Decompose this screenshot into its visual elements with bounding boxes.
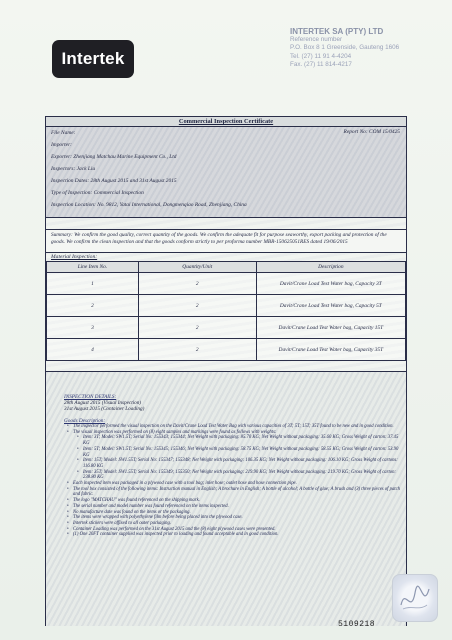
table-cell: 4: [47, 339, 139, 361]
material-table: [46, 261, 406, 361]
goods-item: • The visual inspection was performed on (8) eight samples and markings were found as follows with weights:: [73, 430, 405, 436]
table-row: [47, 317, 406, 339]
inspection-date-visual: 28th August 2015 (Visual Inspection): [64, 400, 142, 407]
serial-number: 5109218: [338, 620, 376, 629]
goods-sub-item: • Item: 15T; Model: SW1.55T; Serial No: 155347; 155348; Net Weight with packaging: 106.35 KG; Net Weight without packaging: 106.10 KG; Gross Weight of cartons: 116.80 KG: [73, 458, 405, 469]
table-cell: 2: [138, 317, 256, 339]
field-inspection-location: Inspection Location: No. 9812, Yatai International, Dongmenqiao Road, Zhenjiang, China: [51, 202, 247, 208]
certificate-title: Commercial Inspection Certificate: [46, 117, 406, 127]
stamp-line: INTERTEK SA (PTY) LTD: [290, 27, 384, 36]
inspection-date-loading: 31st August 2015 (Container Loading): [64, 406, 145, 413]
intertek-logo: [52, 40, 134, 78]
goods-item: • No manufacture date was found on the items or the packaging.: [73, 510, 405, 516]
signature-seal: [392, 574, 438, 622]
table-cell: Davit/Crane Load Test Water bag, Capacity 35T: [256, 339, 405, 361]
field-exporter: Exporter: Zhenjiang Matchau Marine Equipment Co., Ltd: [51, 154, 177, 160]
table-cell: 2: [138, 273, 256, 295]
goods-item: • Intertek stickers were affixed to all outer packaging.: [73, 521, 405, 527]
table-cell: Davit/Crane Load Test Water bag, Capacity 3T: [256, 273, 405, 295]
goods-item: • The items were wrapped with polyethylene film before being placed into the plywood case.: [73, 515, 405, 521]
goods-item: • (1) One 20FT container supplied was inspected prior to loading and found acceptable and in good condition.: [73, 532, 405, 538]
table-cell: 2: [47, 295, 139, 317]
table-cell: Davit/Crane Load Test Water bag, Capacity 15T: [256, 317, 405, 339]
logo-text: Intertek: [61, 49, 125, 68]
table-header-row: [47, 262, 406, 273]
report-number: Report No: COM 15/0425: [343, 129, 400, 135]
inspection-details-box: [46, 371, 406, 626]
material-inspection-label: Material Inspection:: [51, 254, 98, 260]
certificate-header-box: [46, 127, 406, 218]
table-cell: Davit/Crane Load Test Water bag, Capacity 5T: [256, 295, 405, 317]
table-cell: 2: [138, 295, 256, 317]
field-file-name: File Name:: [51, 130, 76, 136]
goods-item: • Container Loading was performed on the 31st August 2015 and the (8) eight plywood cases were presented.: [73, 527, 405, 533]
inspection-certificate: [45, 116, 407, 626]
goods-sub-item: • Item: 35T; Model: SW1.55T; Serial No: 155349; 155350; Net Weight with packaging: 219.90 KG; Net Weight without packaging: 219.70 KG; Gross Weight of carton: 238.80 KG: [73, 470, 405, 481]
field-inspection-type: Type of Inspection: Commercial Inspection: [51, 190, 144, 196]
goods-description-list: [66, 424, 405, 538]
table-cell: 1: [47, 273, 139, 295]
goods-item: • The tool box consisted of the following items: Instruction manual in English; A brochure in English; A bottle of alcohol; A bottle of glue; A brush and (3) three pieces of patch and fabric.: [73, 487, 405, 498]
column-header: Line Item No.: [47, 262, 139, 273]
stamp-line: P.O. Box 8 1 Greenside, Gauteng 1606: [290, 44, 400, 52]
summary-box: [46, 229, 406, 253]
signature-mark: [393, 575, 437, 621]
table-cell: 2: [138, 339, 256, 361]
stamp-line: Tel. (27) 11 91 4-4204: [290, 52, 352, 60]
field-inspectors: Inspectors: Jack Liu: [51, 166, 96, 172]
field-inspection-dates: Inspection Dates: 28th August 2015 and 31st August 2015: [51, 178, 177, 184]
table-row: [47, 339, 406, 361]
inspection-details-heading: INSPECTION DETAILS:: [64, 394, 117, 400]
goods-item: • The inspector performed the visual inspection on the Davit/Crane Load Test Water Bag with various capacities of 3T; 5T; 15T; 35T found to be new and in good condition.: [73, 424, 405, 430]
stamp-line: Reference number: [290, 36, 343, 44]
goods-sub-item: • Item: 3T; Model: SW1.5T; Serial No: 155343; 155344; Net Weight with packaging: 85.70 KG; Net Weight without packaging: 35.60 KG; Gross Weight of carton: 37.45 KG: [73, 435, 405, 446]
summary-text: Summary: We confirm the good quality, correct quantity of the goods. We confirm the adequate fit for purpose seaworthy, export packing and protection of the goods. We confirm the clean inspection and that the goods conform strictly to per proforma number MBR-150625051RES dated 19/06/2015: [51, 232, 387, 245]
goods-sub-item: • Item: 5T; Model: SW1.5T; Serial No: 155345; 155346; Net Weight with packaging: 58.75 KG; Net Weight without packaging: 58.55 KG; Gross Weight of carton: 53.90 KG: [73, 447, 405, 458]
table-cell: 3: [47, 317, 139, 339]
goods-item: • The logo "MATCHAU" was found referenced on the shipping mark.: [73, 498, 405, 504]
table-row: [47, 295, 406, 317]
goods-description-label: Goods Description:: [64, 418, 106, 424]
goods-item: • Each inspected item was packaged in a plywood case with a tool bag; inlet hose; outlet hose and hose connection pipe.: [73, 481, 405, 487]
table-row: [47, 273, 406, 295]
inspection-details-heading-block: [64, 394, 144, 413]
stamp-line: Fax. (27) 11 814-4217: [290, 60, 352, 68]
field-importer: Importer:: [51, 142, 72, 148]
column-header: Quantity/Unit: [138, 262, 256, 273]
goods-item: • The serial number and model number was found referenced on the items inspected.: [73, 504, 405, 510]
column-header: Description: [256, 262, 405, 273]
address-stamp: [290, 28, 450, 69]
